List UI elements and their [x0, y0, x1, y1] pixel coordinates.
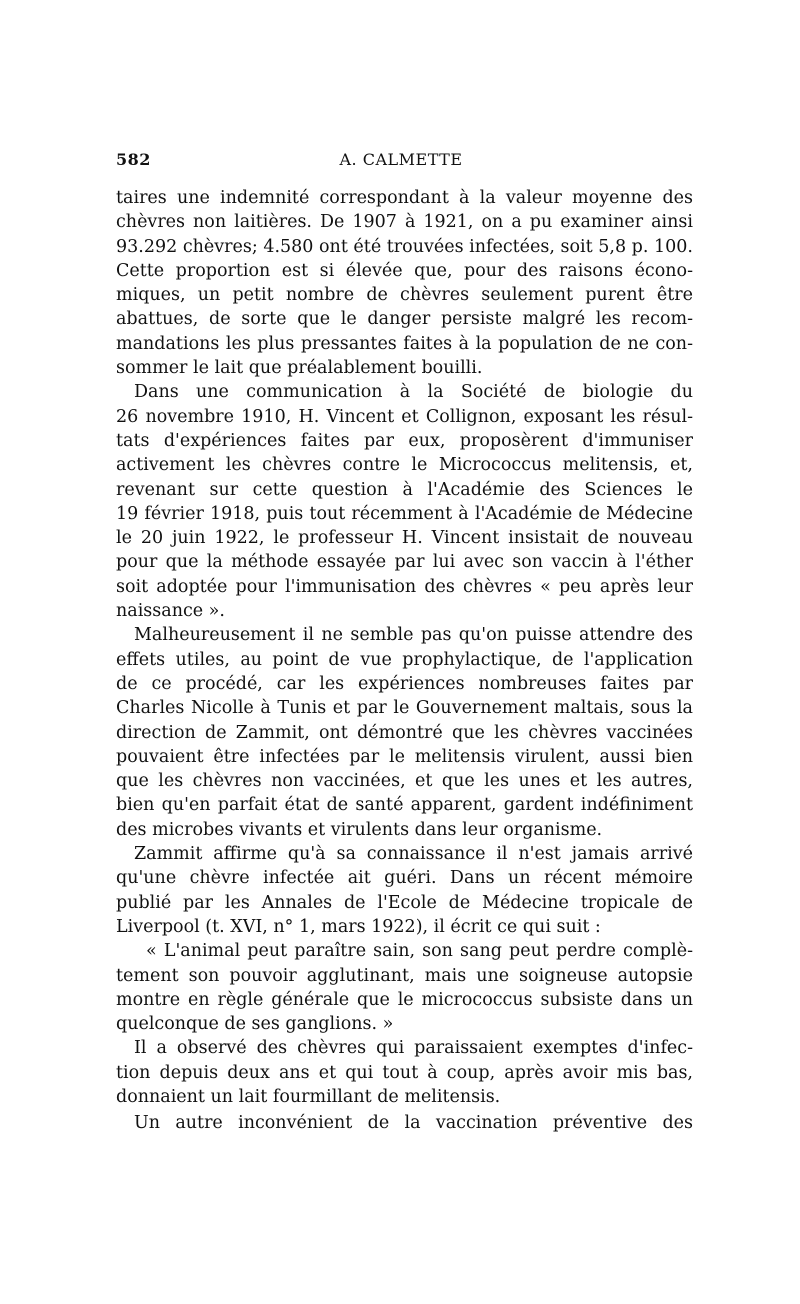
text-line: effets utiles, au point de vue prophylactique, de l'application: [116, 649, 693, 670]
text-line: publié par les Annales de l'Ecole de Médecine tropicale de: [116, 892, 693, 913]
text-line: tats d'expériences faites par eux, proposèrent d'immuniser: [116, 430, 693, 451]
text-line: pouvaient être infectées par le melitensis virulent, aussi bien: [116, 746, 693, 767]
text-line: direction de Zammit, ont démontré que les chèvres vaccinées: [116, 722, 693, 743]
text-line: 19 février 1918, puis tout récemment à l'Académie de Médecine: [116, 503, 693, 524]
text-line: Dans une communication à la Société de biologie du: [134, 382, 693, 403]
text-line: revenant sur cette question à l'Académie des Sciences le: [116, 479, 693, 500]
text-line: bien qu'en parfait état de santé apparent, gardent indéfiniment: [116, 795, 693, 816]
text-line: qu'une chèvre infectée ait guéri. Dans un récent mémoire: [116, 868, 693, 889]
text-line: le 20 juin 1922, le professeur H. Vincent insistait de nouveau: [116, 528, 693, 549]
text-line: sommer le lait que préalablement bouilli.: [116, 358, 483, 379]
quote-line: quelconque de ses ganglions. »: [116, 1014, 394, 1035]
text-line: de ce procédé, car les expériences nombreuses faites par: [116, 673, 693, 694]
text-line: Zammit affirme qu'à sa connaissance il n'est jamais arrivé: [134, 844, 693, 865]
text-line: Charles Nicolle à Tunis et par le Gouvernement maltais, sous la: [116, 698, 693, 719]
running-head: A. CALMETTE: [339, 150, 463, 169]
text-line: mandations les plus pressantes faites à la population de ne con-: [116, 333, 693, 354]
text-line: chèvres non laitières. De 1907 à 1921, on a pu examiner ainsi: [116, 212, 693, 233]
text-line: naissance ».: [116, 601, 225, 622]
text-line: des microbes vivants et virulents dans leur organisme.: [116, 819, 603, 840]
page-header: [116, 150, 686, 174]
text-line: tion depuis deux ans et qui tout à coup, après avoir mis bas,: [116, 1062, 693, 1083]
text-line: Malheureusement il ne semble pas qu'on puisse attendre des: [134, 625, 693, 646]
quote-line: « L'animal peut paraître sain, son sang peut perdre complè-: [146, 941, 693, 962]
quote-line: tement son pouvoir agglutinant, mais une soigneuse autopsie: [116, 965, 693, 986]
text-line: soit adoptée pour l'immunisation des chèvres « peu après leur: [116, 576, 693, 597]
text-line: Il a observé des chèvres qui paraissaient exemptes d'infec-: [134, 1038, 693, 1059]
quote-line: montre en règle générale que le micrococcus subsiste dans un: [116, 989, 693, 1010]
text-line: activement les chèvres contre le Micrococcus melitensis, et,: [116, 455, 693, 476]
text-line: que les chèvres non vaccinées, et que les unes et les autres,: [116, 771, 693, 792]
page-number: 582: [116, 150, 151, 169]
text-line: Un autre inconvénient de la vaccination préventive des: [134, 1113, 693, 1134]
text-line: Cette proportion est si élevée que, pour des raisons écono-: [116, 260, 693, 281]
text-line: Liverpool (t. XVI, n° 1, mars 1922), il écrit ce qui suit :: [116, 916, 601, 937]
body-text: [116, 186, 693, 1136]
text-line: 93.292 chèvres; 4.580 ont été trouvées infectées, soit 5,8 p. 100.: [116, 236, 693, 257]
text-line: pour que la méthode essayée par lui avec son vaccin à l'éther: [116, 552, 693, 573]
text-line: miques, un petit nombre de chèvres seulement purent être: [116, 285, 693, 306]
text-line: donnaient un lait fourmillant de melitensis.: [116, 1086, 501, 1107]
text-line: taires une indemnité correspondant à la valeur moyenne des: [116, 188, 693, 208]
text-line: 26 novembre 1910, H. Vincent et Collignon, exposant les résul-: [116, 406, 693, 427]
text-line: abattues, de sorte que le danger persiste malgré les recom-: [116, 309, 693, 330]
